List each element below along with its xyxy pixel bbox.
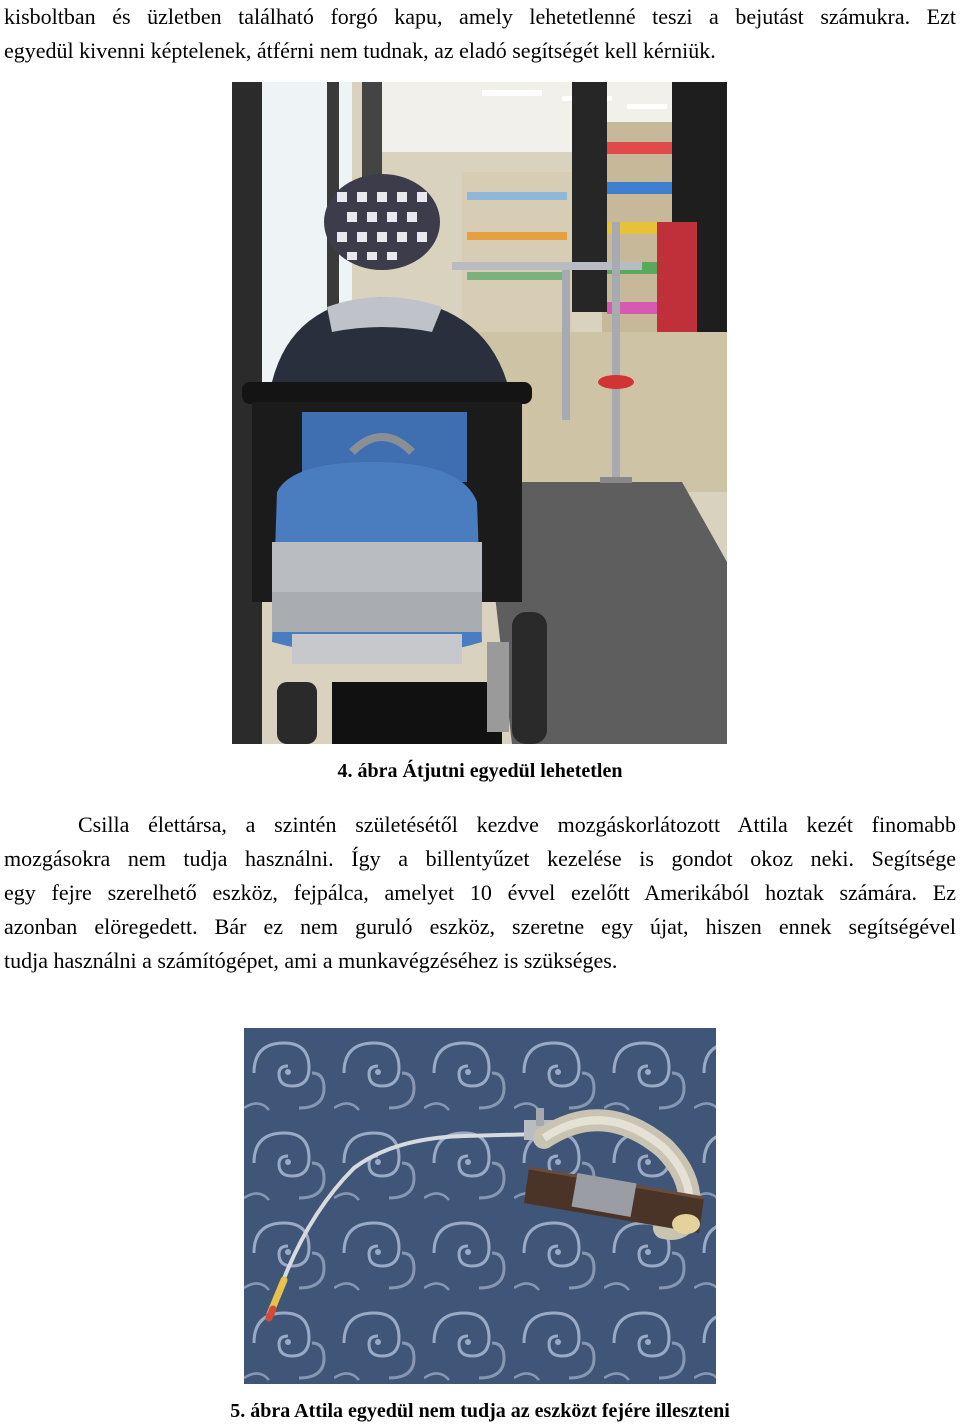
paragraph-middle [4, 808, 956, 978]
paragraph-line: kisboltban és üzletben található forgó kapu, amely lehetetlenné teszi a bejutást számukra. Ezt [4, 4, 956, 29]
paragraph-line: azonban elöregedett. Bár ez nem guruló eszköz, szeretne egy újat, hiszen ennek segítségével [4, 914, 956, 939]
paragraph-line: egyedül kivenni képtelenek, átférni nem tudnak, az eladó segítségét kell kérniük. [4, 38, 716, 63]
figure-5-caption: 5. ábra Attila egyedül nem tudja az eszközt fejére illeszteni [230, 1400, 730, 1422]
paragraph-line: egy fejre szerelhető eszköz, fejpálca, amelyet 10 évvel ezelőtt Amerikából hoztak számára. Ez [4, 880, 956, 905]
photo-head-pointer [244, 1028, 716, 1384]
paragraph-line: mozgásokra nem tudja használni. Így a billentyűzet kezelése is gondot okoz neki. Segítsége [4, 846, 956, 871]
paragraph-line: tudja használni a számítógépet, ami a munkavégzéséhez is szükséges. [4, 948, 618, 973]
paragraph-line: Csilla élettársa, a szintén születésétől kezdve mozgáskorlátozott Attila kezét finomabb [78, 812, 956, 837]
paragraph-top [4, 0, 956, 68]
figure-4-caption: 4. ábra Átjutni egyedül lehetetlen [337, 760, 623, 782]
photo-wheelchair-turnstile [232, 82, 727, 744]
